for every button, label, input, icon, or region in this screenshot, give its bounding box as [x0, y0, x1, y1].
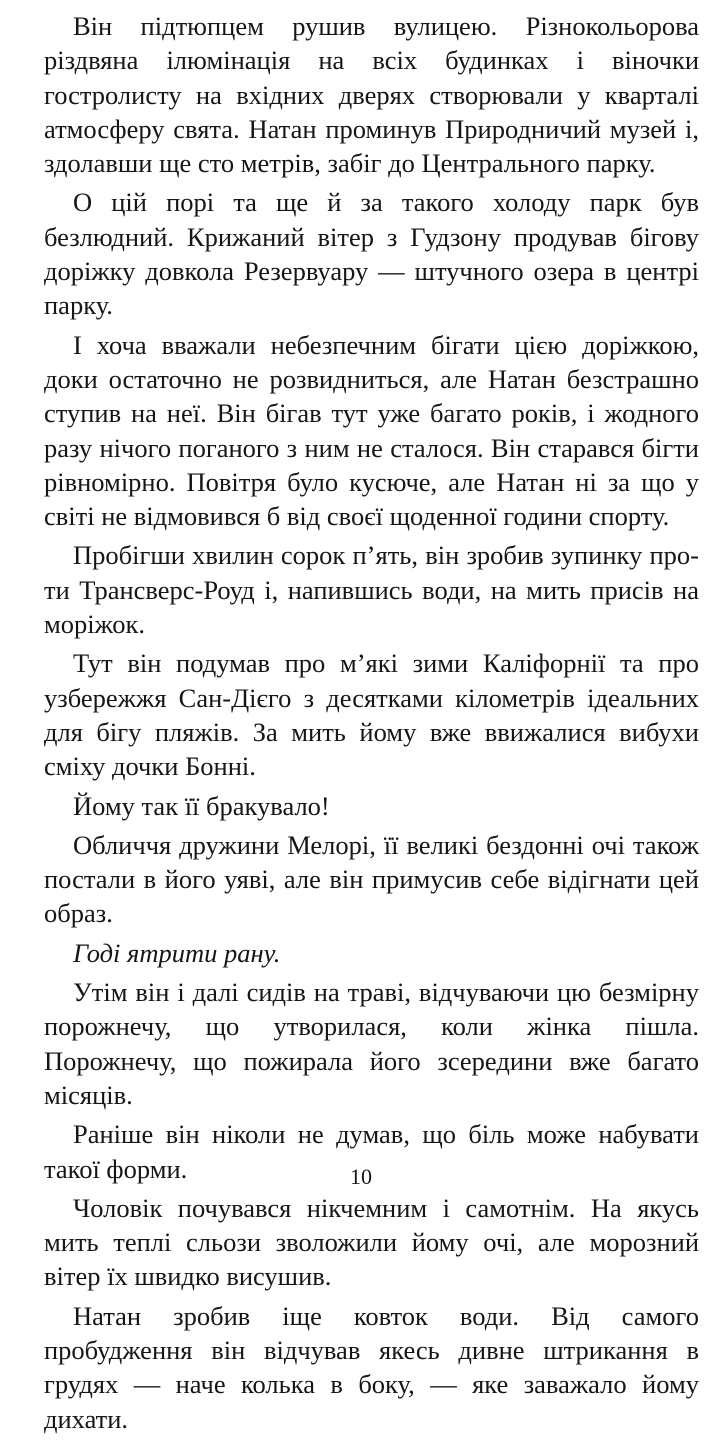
paragraph: Тут він подумав про м’які зими Каліфорнії та про узбережжя Сан-Дієго з десятками кілометрів ідеальних для бігу пляжів. За мить йому вже ввижалися вибухи сміху дочки Бонні.	[44, 648, 699, 782]
paragraph: Чоловік почувався нікчемним і самотнім. На якусь мить теплі сльози зволожили йому очі, але морозний вітер їх швидко висушив.	[44, 1192, 699, 1292]
paragraph: Йому так її бракувало!	[73, 790, 330, 821]
paragraph: Він підтюпцем рушив вулицею. Різнокольорова різдвяна ілюмінація на всіх будинках і віночки гостролисту на вхідних дверях створювали у кварталі атмосферу свята. Натан проминув Природничий музей і, здолавши ще сто метрів, забіг до Центрального парку.	[44, 11, 699, 179]
paragraph: Утім він і далі сидів на траві, відчуваючи цю безмірну порожнечу, що утворилася, коли жінка пішла. Порожнечу, що пожирала його зсередини вже багато місяців.	[44, 977, 699, 1110]
paragraph: Натан зробив іще ковток води. Від самого пробудження він відчував якесь дивне штрикання в грудях — наче колька в боку, — яке заважало йому дихати.	[44, 1300, 699, 1434]
paragraph: О цій порі та ще й за такого холоду парк був безлюдний. Крижаний вітер з Гудзону продував бігову доріжку довкола Резервуару — штучного озера в центрі парку.	[44, 187, 699, 321]
paragraph: Обличчя дружини Мелорі, її великі бездонні очі також постали в його уяві, але він примусив себе відігнати цей образ.	[44, 829, 699, 929]
paragraph: Пробігши хвилин сорок п’ять, він зробив зупинку проти Трансверс-Роуд і, напившись води, на мить присів на моріжок.	[44, 540, 699, 640]
paragraph: І хоча вважали небезпечним бігати цією доріжкою, доки остаточно не розвидниться, але Натан безстрашно ступив на неї. Він бігав тут уже багато років, і жодного разу нічого поганого з ним не сталося. Він старався бігти рівномірно. Повітря було кусюче, але Натан ні за що у світі не відмовився б від своєї щоденної години спорту.	[44, 329, 699, 532]
italic-thought: Годі ятрити рану.	[73, 937, 281, 968]
page-number: 10	[350, 1164, 372, 1189]
body-text	[44, 9, 699, 1441]
paragraph: Раніше він ніколи не думав, що біль може набувати такої форми.	[44, 1119, 699, 1184]
